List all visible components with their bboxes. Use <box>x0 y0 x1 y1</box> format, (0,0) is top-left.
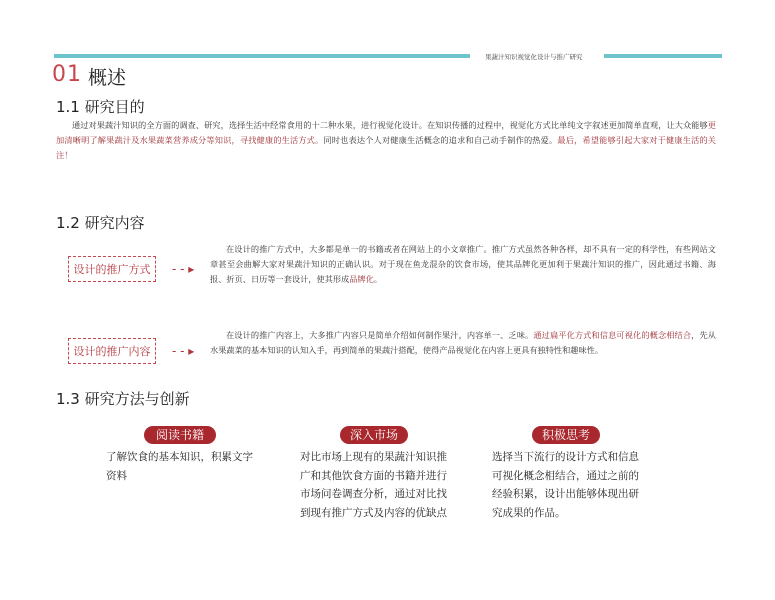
header-title: 果蔬汁知识视觉化设计与推广研究 <box>485 53 583 61</box>
section-heading-purpose: 1.1 研究目的 <box>56 98 145 116</box>
arrow-icon: - - ▸ <box>172 344 195 358</box>
section-heading-methods: 1.3 研究方法与创新 <box>56 390 190 408</box>
section-heading-content: 1.2 研究内容 <box>56 214 145 232</box>
purpose-paragraph <box>56 118 716 163</box>
promotion-method-paragraph <box>210 242 716 287</box>
content-item-label-promotion-method: 设计的推广方式 <box>68 256 156 282</box>
purpose-text-d: 最后，希望能够引起大家对于健康生活的关注！ <box>56 135 716 160</box>
purpose-text-a: 通过对果蔬汁知识的全方面的调查、研究，选择生活中经常食用的十二种水果，进行视觉化设计。在知识传播的过程中，视觉化方式比单纯文字叙述更加简单直观，让大众能够 <box>72 120 708 130</box>
chapter-title: 概述 <box>88 67 127 89</box>
method-pill-reading: 阅读书籍 <box>144 426 216 444</box>
content-item-label-promotion-content: 设计的推广内容 <box>68 338 156 364</box>
method-text-market: 对比市场上现有的果蔬汁知识推广和其他饮食方面的书籍并进行市场问卷调查分析，通过对比找到现有推广方式及内容的优缺点 <box>300 451 447 519</box>
method-text-reading: 了解饮食的基本知识，积累文字资料 <box>106 451 253 482</box>
promotion-content-text-b: 通过扁平化方式和信息可视化的概念相结合 <box>533 330 692 340</box>
promotion-content-text-a: 在设计的推广内容上，大多推广内容只是简单介绍如何制作果汁，内容单一、乏味。 <box>226 330 534 340</box>
chapter-number: 01 <box>52 62 82 87</box>
promotion-method-text-c: 。 <box>373 274 382 284</box>
purpose-text-b: 更加清晰明了解果蔬汁及水果蔬菜营养成分等知识，寻找健康的生活方式。 <box>56 120 716 145</box>
header-bar-right <box>604 54 722 58</box>
promotion-content-text-c: ，先从水果蔬菜的基本知识的认知入手，再到简单的果蔬汁搭配，使得产品视觉化在内容上更具有独特性和趣味性。 <box>210 330 716 355</box>
promotion-method-text-b: 品牌化 <box>349 274 374 284</box>
header-bar-left <box>54 54 470 58</box>
promotion-method-text-a: 在设计的推广方式中，大多都是单一的书籍或者在网站上的小文章推广。推广方式虽然各种各样，却不具有一定的科学性，有些网站文章甚至会曲解大家对果蔬汁知识的正确认识。对于现在鱼龙混杂的饮食市场，使其品牌化更加利于果蔬汁知识的推广，因此通过书籍、海报、折页、日历等一套设计，使其形成 <box>210 244 716 284</box>
method-pill-thinking: 积极思考 <box>532 426 600 444</box>
promotion-content-paragraph <box>210 328 716 358</box>
method-text-thinking: 选择当下流行的设计方式和信息可视化概念相结合，通过之前的经验积累，设计出能够体现出研究成果的作品。 <box>492 451 639 519</box>
arrow-icon: - - ▸ <box>172 262 195 276</box>
method-pill-market: 深入市场 <box>340 426 408 444</box>
purpose-text-c: 同时也表达个人对健康生活概念的追求和自己动手制作的热爱。 <box>323 135 558 145</box>
